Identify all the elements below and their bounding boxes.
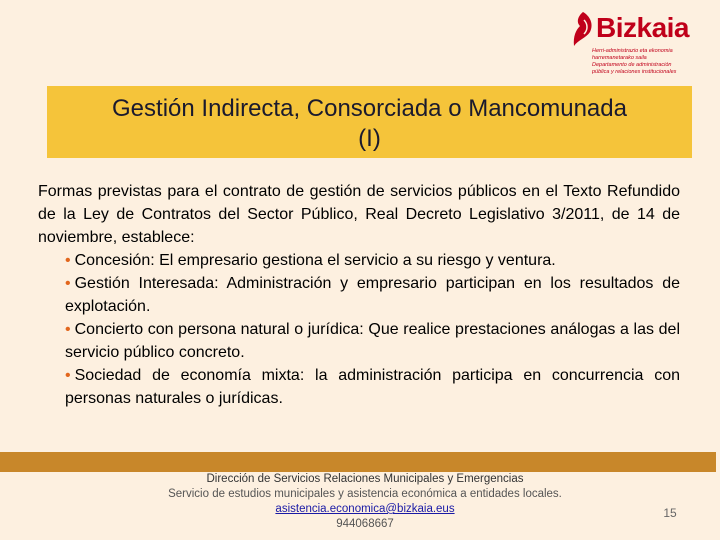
title-banner — [47, 86, 692, 158]
slide-body — [38, 180, 680, 410]
bullet-text: Concierto con persona natural o jurídica: Que realice prestaciones análogas a las del servicio público concreto. — [65, 321, 680, 361]
bullet-icon: • — [65, 367, 71, 384]
logo-subtitle-line: Herri-administrazio eta ekonomia — [592, 48, 673, 54]
footer-email-link[interactable]: asistencia.economica@bizkaia.eus — [275, 503, 455, 515]
bizkaia-logo — [566, 4, 716, 84]
bullet-item — [65, 364, 680, 410]
bullet-item — [65, 272, 680, 318]
bullet-icon: • — [65, 321, 71, 338]
slide-title-line1: Gestión Indirecta, Consorciada o Mancomunada — [112, 95, 627, 122]
logo-subtitle-line: pública y relaciones institucionales — [592, 69, 677, 75]
bullet-item — [65, 318, 680, 364]
footer-directorate: Dirección de Servicios Relaciones Municipales y Emergencias — [206, 473, 524, 485]
page-number: 15 — [663, 506, 677, 520]
logo-name: Bizkaia — [596, 12, 689, 43]
bullet-text: Sociedad de economía mixta: la administración participa en concurrencia con personas naturales o jurídicas. — [65, 367, 680, 407]
footer — [130, 472, 600, 532]
bullet-text: Concesión: El empresario gestiona el servicio a su riesgo y ventura. — [74, 252, 556, 269]
bullet-item — [65, 249, 680, 272]
logo-subtitle-line: Departamento de administración — [592, 62, 672, 68]
slide-title-line2: (I) — [358, 125, 381, 152]
footer-bar — [0, 452, 716, 472]
intro-paragraph: Formas previstas para el contrato de gestión de servicios públicos en el Texto Refundido de la Ley de Contratos del Sector Público, Real Decreto Legislativo 3/2011, de 14 de noviembre, establece: — [38, 183, 680, 246]
bullet-list — [65, 249, 680, 410]
bullet-text: Gestión Interesada: Administración y empresario participan en los resultados de explotación. — [65, 275, 680, 315]
logo-subtitle — [592, 48, 712, 76]
bullet-icon: • — [65, 252, 71, 269]
bullet-icon: • — [65, 275, 71, 292]
footer-phone: 944068667 — [336, 518, 394, 530]
bizkaia-leaf-icon — [570, 10, 596, 48]
slide-title — [47, 94, 692, 154]
footer-service: Servicio de estudios municipales y asistencia económica a entidades locales. — [168, 488, 562, 500]
logo-subtitle-line: harremanetarako saila — [592, 55, 647, 61]
